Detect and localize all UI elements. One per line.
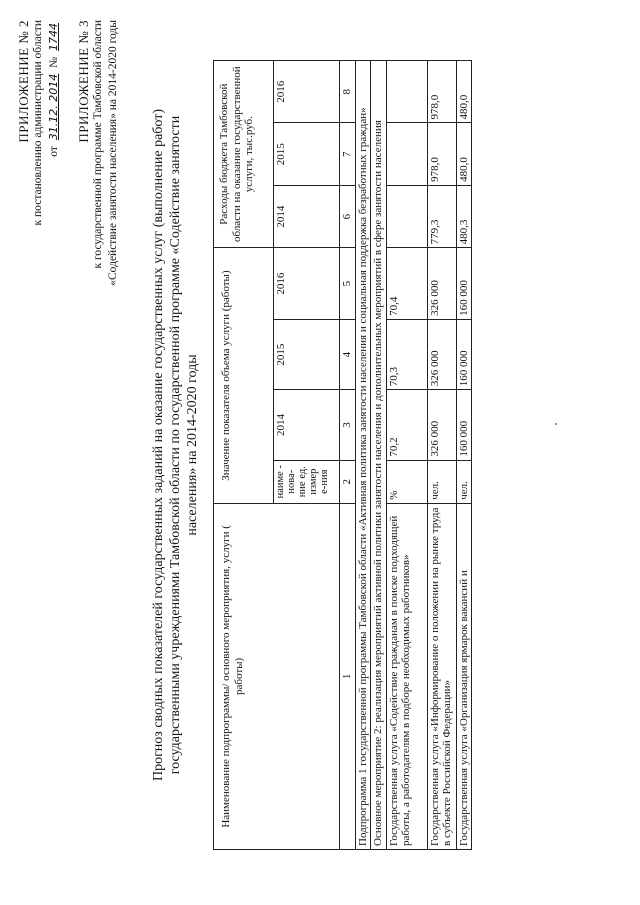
subprogram-title: Подпрограмма 1 государственной программы Тамбовской области «Активная политика занятости населения и социальная поддержка безработных граждан» — [355, 61, 371, 850]
table-row — [386, 61, 427, 850]
appendix-2-block — [16, 20, 62, 225]
document-title: Прогноз сводных показателей государственных заданий на оказание государственных услуг (выполнение работ) государственными учреждениями Тамбовской области по государственной программе «Содействие занятости населения» на 2014-2020 годы — [151, 108, 200, 782]
column-number: 6 — [340, 185, 356, 247]
value-2014: 326 000 — [427, 390, 456, 460]
value-2015: 326 000 — [427, 319, 456, 389]
header-unit-col: наиме - нова- ние ед. измер е-ния — [274, 460, 340, 503]
header-year: 2016 — [274, 61, 340, 123]
header-budget-group: Расходы бюджета Тамбовской области на оказание государственной услуги, тыс.руб. — [214, 61, 274, 248]
service-unit: % — [386, 460, 427, 503]
appendix-2-line: к постановлению администрации области — [32, 20, 44, 226]
appendix-3-line2: «Содействие занятости населения» на 2014-2020 годы — [107, 20, 119, 286]
column-number: 2 — [340, 460, 356, 503]
service-name: Государственная услуга «Содействие гражданам в поиске подходящей работы, а работодателям в подборе необходимых работников» — [386, 503, 427, 849]
value-2014: 160 000 — [456, 390, 472, 460]
appendix-3-title: ПРИЛОЖЕНИЕ № 3 — [76, 20, 91, 143]
budget-2014: 480,3 — [456, 185, 472, 247]
column-number: 4 — [340, 319, 356, 389]
value-2015: 160 000 — [456, 319, 472, 389]
budget-2015: 480,0 — [456, 123, 472, 185]
value-2014: 70,2 — [386, 390, 427, 460]
subprogram-row — [355, 61, 371, 850]
decree-number: 1744 — [47, 23, 60, 51]
budget-2015: 978,0 — [427, 123, 456, 185]
measure-row — [371, 61, 387, 850]
appendix-2-date-line: от 31.12. 2014 № 1744 — [46, 20, 62, 225]
service-unit: чел. — [456, 460, 472, 503]
appendix-3-line1: к государственной программе Тамбовской области — [92, 20, 104, 269]
column-number: 3 — [340, 390, 356, 460]
measure-title: Основное мероприятие 2: реализация мероприятий активной политики занятости населения и дополнительных мероприятий в сфере занятости населения — [371, 61, 387, 850]
value-2016: 70,4 — [386, 248, 427, 320]
header-year: 2015 — [274, 123, 340, 185]
table-row — [456, 61, 472, 850]
column-numbers-row — [340, 61, 356, 850]
budget-2016: 480,0 — [456, 61, 472, 123]
value-2016: 160 000 — [456, 248, 472, 320]
decree-date: 31.12. 2014 — [47, 73, 60, 141]
table-row — [427, 61, 456, 850]
budget-2016: 978,0 — [427, 61, 456, 123]
value-2015: 70,3 — [386, 319, 427, 389]
table-header-row — [214, 61, 274, 850]
budget-2015 — [386, 123, 427, 185]
header-value-group: Значение показателя объема услуги (работы) — [214, 248, 274, 503]
header-year: 2015 — [274, 319, 340, 389]
service-unit: чел. — [427, 460, 456, 503]
service-name: Государственная услуга «Организация ярмарок вакансий и — [456, 503, 472, 849]
indicators-table — [213, 60, 472, 850]
service-name: Государственная услуга «Информирование о положении на рынке труда в субъекте Российской Федерации» — [427, 503, 456, 849]
budget-2014 — [386, 185, 427, 247]
scan-speck — [555, 423, 557, 425]
header-year: 2014 — [274, 390, 340, 460]
value-2016: 326 000 — [427, 248, 456, 320]
column-number: 1 — [340, 503, 356, 849]
appendix-2-title: ПРИЛОЖЕНИЕ № 2 — [16, 20, 31, 143]
budget-2014: 779,3 — [427, 185, 456, 247]
column-number: 5 — [340, 248, 356, 320]
column-number: 7 — [340, 123, 356, 185]
header-year: 2016 — [274, 248, 340, 320]
budget-2016 — [386, 61, 427, 123]
column-number: 8 — [340, 61, 356, 123]
appendix-3-block — [76, 20, 121, 286]
header-name-col: Наименование подпрограммы/ основного мероприятия, услуги ( работы) — [214, 503, 340, 849]
header-year: 2014 — [274, 185, 340, 247]
